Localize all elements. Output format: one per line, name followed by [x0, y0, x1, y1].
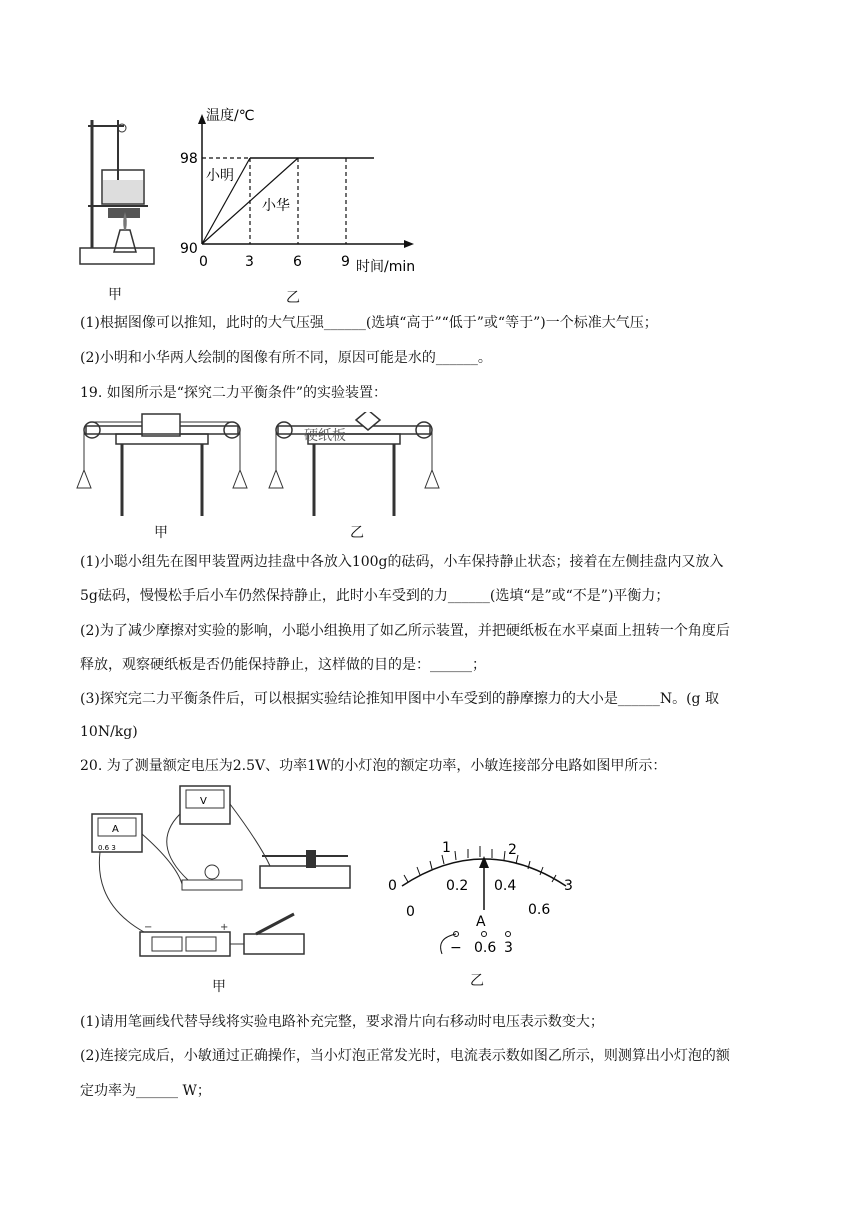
voltmeter-symbol: V — [200, 796, 207, 807]
q19-sub1-line1: (1)小聪小组先在图甲装置两边挂盘中各放入100g的砝码，小车保持静止状态；接着在左侧挂盘内又放入 — [80, 554, 724, 570]
series-label-xiaoming: 小明 — [206, 168, 234, 184]
q20-sub2-line2: 定功率为______ W； — [80, 1083, 211, 1099]
ammeter-reading-figure-yi — [380, 838, 580, 964]
q18-sub2: (2)小明和小华两人绘制的图像有所不同，原因可能是水的______。 — [80, 350, 492, 366]
ammeter-symbol: A — [112, 824, 119, 835]
svg-text:+: + — [220, 922, 229, 933]
scale-top-0: 0 — [388, 878, 397, 894]
x-tick-0: 0 — [199, 254, 208, 270]
terminal-negative: − — [450, 940, 462, 956]
figure-label-yi: 乙 — [470, 973, 484, 989]
x-tick-9: 9 — [341, 254, 350, 270]
q20-stem: 20. 为了测量额定电压为2.5V、功率1W的小灯泡的额定功率，小敏连接部分电路如图甲所示： — [80, 758, 667, 774]
board-label: 硬纸板 — [304, 428, 346, 444]
svg-text:−: − — [144, 922, 153, 933]
scale-bottom-0.2: 0.2 — [446, 878, 469, 894]
figure-label-jia: 甲 — [108, 287, 122, 303]
balance-apparatus-yi — [268, 412, 440, 524]
q19-sub1-line2: 5g砝码，慢慢松手后小车仍然保持静止，此时小车受到的力______(选填“是”或“不是”)平衡力； — [80, 588, 670, 604]
q19-sub2-line2: 释放，观察硬纸板是否仍能保持静止，这样做的目的是：______； — [80, 657, 486, 673]
scale-bottom-0.4: 0.4 — [494, 878, 517, 894]
scale-top-1: 1 — [442, 840, 451, 856]
graph-ylabel: 温度/℃ — [206, 108, 255, 124]
figure-label-yi: 乙 — [286, 290, 300, 306]
q18-sub1: (1)根据图像可以推知，此时的大气压强______(选填“高于”“低于”或“等于”)一个标准大气压； — [80, 315, 658, 331]
q20-sub1: (1)请用笔画线代替导线将实验电路补充完整，要求滑片向右移动时电压表示数变大； — [80, 1014, 604, 1030]
terminal-3: 3 — [504, 940, 513, 956]
series-label-xiaohua: 小华 — [262, 198, 290, 214]
x-tick-6: 6 — [293, 254, 302, 270]
q20-sub2-line1: (2)连接完成后，小敏通过正确操作，当小灯泡正常发光时，电流表示数如图乙所示，则测算出小灯泡的额 — [80, 1048, 730, 1064]
scale-top-2: 2 — [508, 842, 517, 858]
scale-bottom-0.6: 0.6 — [528, 902, 551, 918]
q19-sub3-line1: (3)探究完二力平衡条件后，可以根据实验结论推知甲图中小车受到的静摩擦力的大小是______N。(g 取 — [80, 691, 719, 707]
scale-top-3: 3 — [564, 878, 573, 894]
figure-label-jia: 甲 — [154, 525, 168, 541]
graph-xlabel: 时间/min — [356, 259, 416, 275]
circuit-figure-jia — [80, 784, 380, 974]
y-tick-90: 90 — [180, 241, 198, 257]
figure-label-yi: 乙 — [350, 525, 364, 541]
temperature-graph — [178, 106, 440, 284]
terminal-0.6: 0.6 — [474, 940, 497, 956]
balance-apparatus-jia — [76, 412, 248, 524]
meter-unit-A: A — [476, 914, 486, 930]
scale-bottom-0: 0 — [406, 904, 415, 920]
figure-label-jia: 甲 — [212, 979, 226, 995]
y-tick-98: 98 — [180, 151, 198, 167]
ammeter-terminals: 0.6 3 — [98, 844, 116, 852]
boiling-apparatus-figure — [78, 112, 158, 272]
x-tick-3: 3 — [245, 254, 254, 270]
q19-sub3-line2: 10N/kg) — [80, 724, 138, 740]
q19-stem: 19. 如图所示是“探究二力平衡条件”的实验装置： — [80, 385, 388, 401]
q19-sub2-line1: (2)为了减少摩擦对实验的影响，小聪小组换用了如乙所示装置，并把硬纸板在水平桌面上扭转一个角度后 — [80, 623, 730, 639]
